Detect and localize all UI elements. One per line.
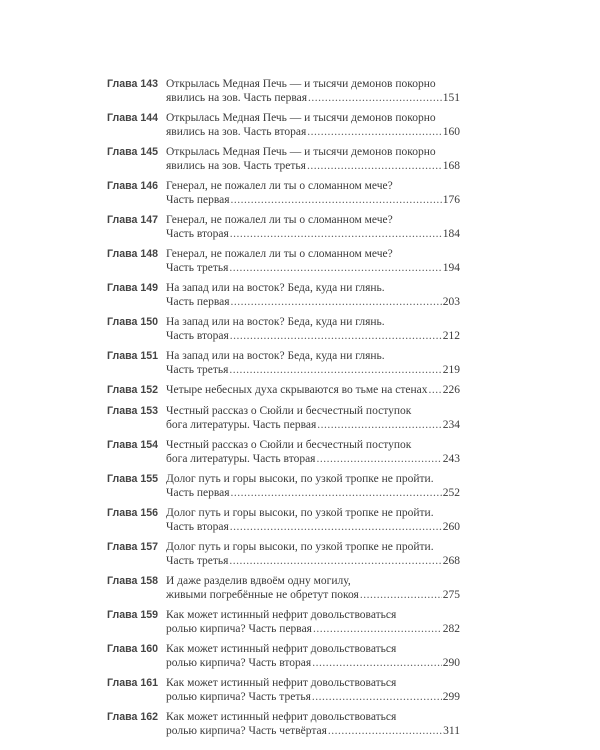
- dot-leader: [230, 330, 442, 344]
- toc-entry: [96, 541, 460, 575]
- chapter-title: [166, 711, 460, 738]
- chapter-title-line: явились на зов. Часть первая: [166, 91, 308, 104]
- chapter-title-line: Как может истинный нефрит довольствоваться: [166, 609, 397, 621]
- toc-entry: [96, 282, 460, 316]
- chapter-title-line: Честный рассказ о Сюйли и бесчестный поступок: [166, 439, 412, 451]
- chapter-title-line: На запад или на восток? Беда, куда ни глянь.: [166, 350, 385, 362]
- chapter-title: [166, 180, 460, 207]
- chapter-title-line: Долог путь и горы высоки, по узкой тропке не пройти.: [166, 507, 434, 519]
- chapter-title-line: Часть первая: [166, 193, 230, 206]
- chapter-title: [166, 248, 460, 275]
- chapter-title: [166, 609, 460, 636]
- page-number: 151: [442, 91, 460, 104]
- toc-entry: [96, 180, 460, 214]
- chapter-number: Глава 160: [107, 643, 158, 655]
- dot-leader: [312, 691, 442, 705]
- chapter-title: [166, 350, 460, 377]
- dot-leader: [231, 487, 442, 501]
- page-number: 212: [442, 329, 460, 342]
- chapter-title-last-line: [166, 725, 460, 739]
- page-number: 290: [442, 656, 460, 669]
- chapter-number: Глава 144: [107, 112, 158, 124]
- chapter-number: Глава 158: [107, 575, 158, 587]
- chapter-number: Глава 150: [107, 316, 158, 328]
- toc-entry: [96, 711, 460, 745]
- toc-entry: [96, 473, 460, 507]
- chapter-number: Глава 149: [107, 282, 158, 294]
- chapter-title-last-line: [166, 589, 460, 603]
- chapter-number: Глава 159: [107, 609, 158, 621]
- page-number: 176: [442, 193, 460, 206]
- toc-entry: [96, 146, 460, 180]
- dot-leader: [313, 623, 442, 637]
- chapter-title-line: Часть вторая: [166, 329, 229, 342]
- chapter-title-last-line: [166, 487, 460, 501]
- dot-leader: [230, 228, 442, 242]
- chapter-number: Глава 162: [107, 711, 158, 723]
- chapter-number: Глава 146: [107, 180, 158, 192]
- chapter-title-line: Часть третья: [166, 261, 229, 274]
- chapter-title-line: И даже разделив вдвоём одну могилу,: [166, 575, 351, 587]
- chapter-title-line: бога литературы. Часть вторая: [166, 452, 316, 465]
- page-number: 243: [442, 452, 460, 465]
- chapter-title-last-line: [166, 691, 460, 705]
- dot-leader: [231, 296, 442, 310]
- chapter-title-last-line: [166, 521, 460, 535]
- chapter-title-line: явились на зов. Часть вторая: [166, 125, 307, 138]
- chapter-title-last-line: [166, 555, 460, 569]
- chapter-title-line: ролью кирпича? Часть первая: [166, 622, 312, 635]
- chapter-title-last-line: [166, 330, 460, 344]
- chapter-title-line: Генерал, не пожалел ли ты о сломанном мече?: [166, 248, 393, 260]
- chapter-title-line: На запад или на восток? Беда, куда ни глянь.: [166, 282, 385, 294]
- chapter-title: [166, 316, 460, 343]
- chapter-title-line: Часть вторая: [166, 520, 229, 533]
- toc-entry: [96, 384, 460, 405]
- chapter-title: [166, 282, 460, 309]
- chapter-title-last-line: [166, 364, 460, 378]
- chapter-title-last-line: [166, 657, 460, 671]
- dot-leader: [231, 194, 442, 208]
- chapter-title: [166, 384, 460, 398]
- page-number: 184: [442, 227, 460, 240]
- chapter-title-last-line: [166, 126, 460, 140]
- page-number: 282: [442, 622, 460, 635]
- toc-entry: [96, 507, 460, 541]
- chapter-title-line: Часть вторая: [166, 227, 229, 240]
- chapter-title-line: Открылась Медная Печь — и тысячи демонов покорно: [166, 78, 436, 90]
- chapter-title-last-line: [166, 262, 460, 276]
- chapter-title-line: Как может истинный нефрит довольствоваться: [166, 711, 397, 723]
- chapter-number: Глава 147: [107, 214, 158, 226]
- chapter-title: [166, 643, 460, 670]
- chapter-title-line: Открылась Медная Печь — и тысячи демонов покорно: [166, 146, 436, 158]
- chapter-title-line: бога литературы. Часть первая: [166, 418, 317, 431]
- chapter-title-line: Открылась Медная Печь — и тысячи демонов покорно: [166, 112, 436, 124]
- chapter-title-line: Четыре небесных духа скрываются во тьме на стенах: [166, 384, 428, 396]
- chapter-number: Глава 145: [107, 146, 158, 158]
- dot-leader: [307, 160, 442, 174]
- chapter-title: [166, 405, 460, 432]
- chapter-number: Глава 152: [107, 384, 158, 396]
- chapter-number: Глава 153: [107, 405, 158, 417]
- page-number: 194: [442, 261, 460, 274]
- chapter-title-line: Часть первая: [166, 295, 230, 308]
- chapter-number: Глава 143: [107, 78, 158, 90]
- page-number: 311: [443, 724, 460, 737]
- chapter-title: [166, 78, 460, 105]
- chapter-title-line: Как может истинный нефрит довольствоваться: [166, 677, 397, 689]
- chapter-title-line: ролью кирпича? Часть вторая: [166, 656, 312, 669]
- chapter-number: Глава 154: [107, 439, 158, 451]
- chapter-title-line: ролью кирпича? Часть четвёртая: [166, 724, 327, 737]
- toc-entry: [96, 214, 460, 248]
- dot-leader: [229, 555, 441, 569]
- chapter-title: [166, 214, 460, 241]
- page-number: 226: [442, 384, 460, 396]
- dot-leader: [307, 126, 441, 140]
- chapter-title: [166, 473, 460, 500]
- page-number: 275: [442, 588, 460, 601]
- chapter-title-last-line: [166, 296, 460, 310]
- chapter-title-last-line: [166, 384, 460, 398]
- chapter-title: [166, 112, 460, 139]
- chapter-title-line: Долог путь и горы высоки, по узкой тропке не пройти.: [166, 473, 434, 485]
- chapter-title: [166, 575, 460, 602]
- chapter-title-line: Часть третья: [166, 363, 229, 376]
- page-number: 203: [442, 295, 460, 308]
- page-number: 168: [442, 159, 460, 172]
- chapter-title: [166, 146, 460, 173]
- page-number: 234: [442, 418, 460, 431]
- chapter-number: Глава 161: [107, 677, 158, 689]
- chapter-title-last-line: [166, 623, 460, 637]
- chapter-title: [166, 677, 460, 704]
- page-number: 252: [442, 486, 460, 499]
- chapter-number: Глава 157: [107, 541, 158, 553]
- toc-entry: [96, 248, 460, 282]
- page-number: 299: [442, 690, 460, 703]
- dot-leader: [230, 521, 442, 535]
- chapter-title-line: живыми погребённые не обретут покоя: [166, 588, 359, 601]
- toc-entry: [96, 439, 460, 473]
- chapter-title: [166, 507, 460, 534]
- chapter-title: [166, 439, 460, 466]
- chapter-title-last-line: [166, 92, 460, 106]
- chapter-title-line: Часть первая: [166, 486, 230, 499]
- chapter-title: [166, 541, 460, 568]
- chapter-number: Глава 151: [107, 350, 158, 362]
- dot-leader: [429, 384, 442, 398]
- chapter-title-line: Честный рассказ о Сюйли и бесчестный поступок: [166, 405, 412, 417]
- chapter-number: Глава 155: [107, 473, 158, 485]
- dot-leader: [308, 92, 442, 106]
- page-number: 219: [442, 363, 460, 376]
- chapter-title-last-line: [166, 160, 460, 174]
- chapter-title-line: Часть третья: [166, 554, 229, 567]
- toc-entry: [96, 350, 460, 384]
- toc-entry: [96, 78, 460, 112]
- dot-leader: [316, 453, 441, 467]
- chapter-title-last-line: [166, 453, 460, 467]
- chapter-title-line: явились на зов. Часть третья: [166, 159, 306, 172]
- toc-entry: [96, 405, 460, 439]
- toc-entry: [96, 677, 460, 711]
- chapter-title-line: ролью кирпича? Часть третья: [166, 690, 311, 703]
- chapter-title-line: Генерал, не пожалел ли ты о сломанном мече?: [166, 180, 393, 192]
- chapter-title-line: На запад или на восток? Беда, куда ни глянь.: [166, 316, 385, 328]
- dot-leader: [229, 364, 441, 378]
- dot-leader: [229, 262, 441, 276]
- toc-entry: [96, 643, 460, 677]
- page-number: 268: [442, 554, 460, 567]
- dot-leader: [312, 657, 442, 671]
- chapter-title-last-line: [166, 228, 460, 242]
- dot-leader: [360, 589, 442, 603]
- page-number: 160: [442, 125, 460, 138]
- toc-entry: [96, 575, 460, 609]
- page-number: 260: [442, 520, 460, 533]
- chapter-title-line: Как может истинный нефрит довольствоваться: [166, 643, 397, 655]
- table-of-contents: [96, 78, 460, 745]
- chapter-title-line: Долог путь и горы высоки, по узкой тропке не пройти.: [166, 541, 434, 553]
- chapter-title-last-line: [166, 194, 460, 208]
- chapter-number: Глава 156: [107, 507, 158, 519]
- dot-leader: [328, 725, 442, 739]
- chapter-title-last-line: [166, 419, 460, 433]
- toc-entry: [96, 316, 460, 350]
- chapter-number: Глава 148: [107, 248, 158, 260]
- dot-leader: [317, 419, 442, 433]
- chapter-title-line: Генерал, не пожалел ли ты о сломанном мече?: [166, 214, 393, 226]
- toc-entry: [96, 112, 460, 146]
- toc-entry: [96, 609, 460, 643]
